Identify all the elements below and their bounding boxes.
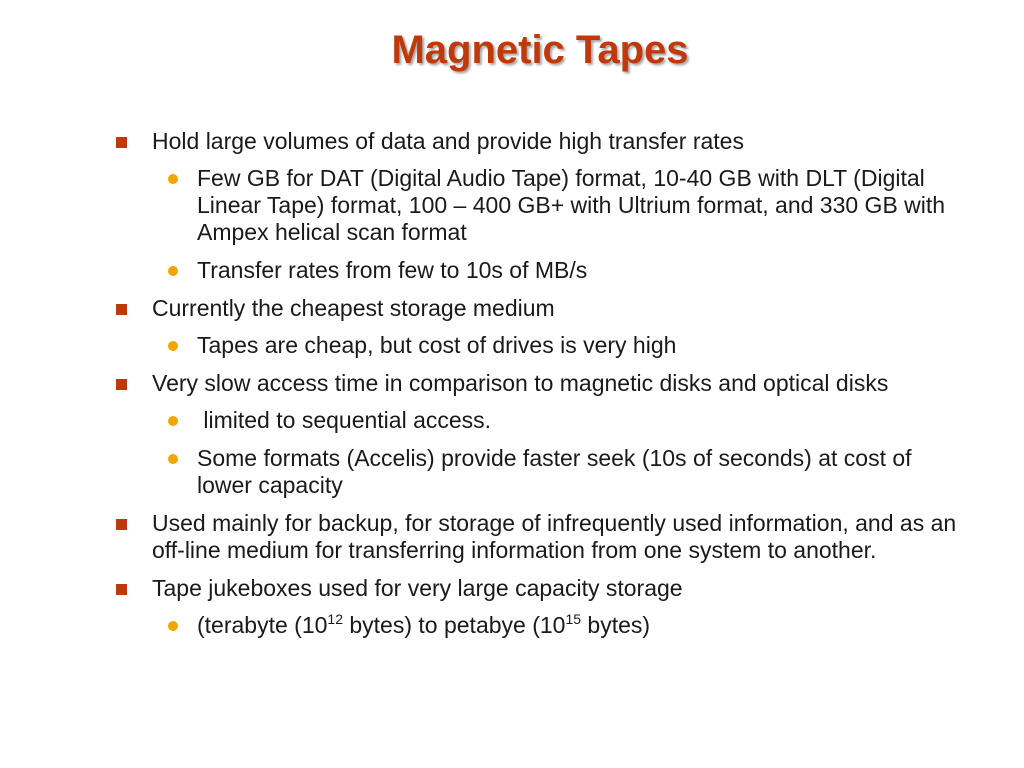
square-bullet-icon <box>116 584 127 595</box>
text-part: (terabyte (10 <box>197 612 328 638</box>
square-bullet-icon <box>116 304 127 315</box>
round-bullet-icon <box>168 416 178 426</box>
sub-bullet-text: Some formats (Accelis) provide faster seek (10s of seconds) at cost of lower capacity <box>197 445 912 498</box>
bullet-text: Tape jukeboxes used for very large capacity storage <box>152 575 683 601</box>
square-bullet-icon <box>116 379 127 390</box>
sub-bullet-text: Tapes are cheap, but cost of drives is very high <box>197 332 677 358</box>
sub-bullet-list <box>152 332 962 359</box>
bullet-item-5 <box>112 575 962 639</box>
text-part: bytes) <box>581 612 651 638</box>
bullet-item-1 <box>112 128 962 284</box>
sub-bullet-item <box>152 332 962 359</box>
round-bullet-icon <box>168 266 178 276</box>
sub-bullet-item <box>152 165 962 246</box>
bullet-text: Currently the cheapest storage medium <box>152 295 555 321</box>
bullet-text: Very slow access time in comparison to magnetic disks and optical disks <box>152 370 889 396</box>
sub-bullet-text: Few GB for DAT (Digital Audio Tape) format, 10-40 GB with DLT (Digital Linear Tape) format, 100 – 400 GB+ with Ultrium format, and 330 GB with Ampex helical scan format <box>197 165 946 245</box>
exponent: 12 <box>327 611 343 627</box>
round-bullet-icon <box>168 454 178 464</box>
sub-bullet-item <box>152 257 962 284</box>
sub-bullet-list <box>152 612 962 639</box>
sub-bullet-item <box>152 445 962 499</box>
sub-bullet-item <box>152 407 962 434</box>
bullet-text: Hold large volumes of data and provide high transfer rates <box>152 128 744 154</box>
bullet-list <box>112 128 962 650</box>
sub-bullet-item <box>152 612 962 639</box>
round-bullet-icon <box>168 341 178 351</box>
square-bullet-icon <box>116 137 127 148</box>
bullet-text: Used mainly for backup, for storage of infrequently used information, and as an off-line medium for transferring information from one system to another. <box>152 510 957 563</box>
exponent: 15 <box>565 611 582 627</box>
sub-bullet-list <box>152 407 962 499</box>
bullet-item-4 <box>112 510 962 564</box>
bullet-item-2 <box>112 295 962 359</box>
square-bullet-icon <box>116 519 127 530</box>
bullet-item-3 <box>112 370 962 499</box>
round-bullet-icon <box>168 621 178 631</box>
sub-bullet-text: Transfer rates from few to 10s of MB/s <box>197 257 588 283</box>
sub-bullet-list <box>152 165 962 284</box>
sub-bullet-text <box>197 612 650 638</box>
text-part: bytes) to petabye (10 <box>342 612 566 638</box>
sub-bullet-text: limited to sequential access. <box>197 407 492 433</box>
round-bullet-icon <box>168 174 178 184</box>
slide-title: Magnetic Tapes <box>391 28 689 72</box>
